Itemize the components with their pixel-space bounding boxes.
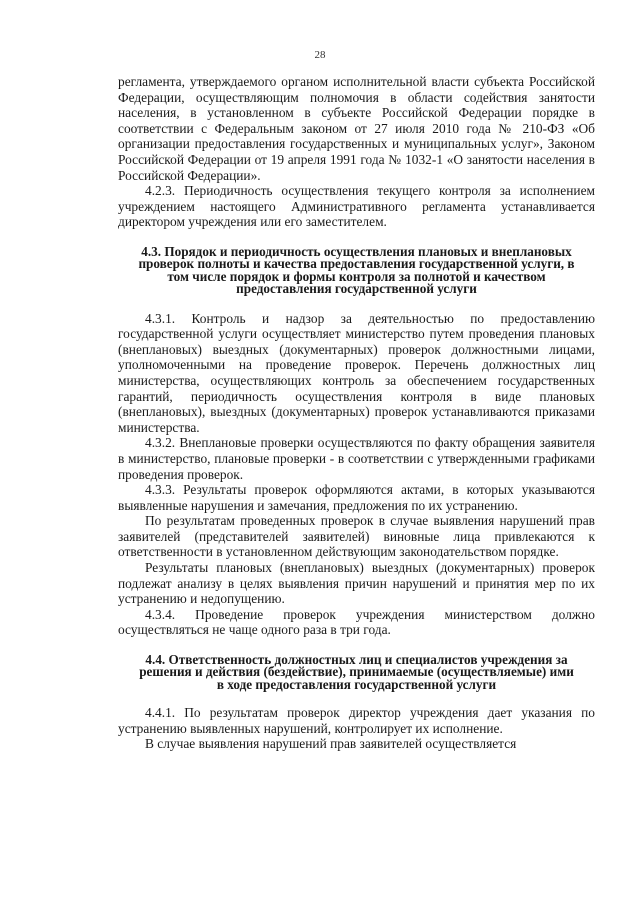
paragraph: 4.4.1. По результатам проверок директор учреждения дает указания по устранению выявленных нарушений, контролирует их исполнение.	[118, 705, 595, 736]
section-heading-4-3: 4.3. Порядок и периодичность осуществления плановых и внеплановых проверок полноты и качества предоставления государственной услуги, в том числе порядок и формы контроля за полнотой и качеством предоставления государственной услуги	[138, 243, 575, 297]
paragraph: 4.3.1. Контроль и надзор за деятельностью по предоставлению государственной услуги осуществляет министерство путем проведения плановых (внеплановых) выездных (документарных) проверок должностными лицами, уполномоченными на проведение проверок. Перечень должностных лиц министерства, осуществляющих контроль за обеспечением государственных гарантий, периодичность осуществления контроля в виде плановых (внеплановых), выездных (документарных) проверок устанавливаются приказами министерства.	[118, 310, 595, 435]
page-number: 28	[314, 49, 326, 61]
paragraph: 4.3.2. Внеплановые проверки осуществляются по факту обращения заявителя в министерство, плановые проверки - в соответствии с утвержденными графиками проведения проверок.	[118, 435, 595, 482]
paragraph: По результатам проведенных проверок в случае выявления нарушений прав заявителей (представителей заявителей) виновные лица привлекаются к ответственности в установленном действующим законодательством порядке.	[118, 513, 595, 560]
paragraph: 4.3.4. Проведение проверок учреждения министерством должно осуществляться не чаще одного раза в три года.	[118, 606, 595, 638]
section-heading-4-4: 4.4. Ответственность должностных лиц и специалистов учреждения за решения и действия (бездействие), принимаемые (осуществляемые) ими в ходе предоставления государственной услуги	[139, 652, 574, 692]
paragraph: Результаты плановых (внеплановых) выездных (документарных) проверок подлежат анализу в целях выявления причин нарушений и принятия мер по их устранению и недопущению.	[118, 560, 595, 607]
paragraph: регламента, утверждаемого органом исполнительной власти субъекта Российской Федерации, осуществляющим полномочия в области содействия занятости населения, в установленном в субъекте Российской Федерации порядке в соответствии с Федеральным законом от 27 июля 2010 года № 210-ФЗ «Об организации предоставления государственных и муниципальных услуг», Законом Российской Федерации от 19 апреля 1991 года № 1032-1 «О занятости населения в Российской Федерации».	[118, 74, 595, 183]
document-body	[118, 74, 595, 752]
paragraph: 4.3.3. Результаты проверок оформляются актами, в которых указываются выявленные нарушения и замечания, предложения по их устранению.	[118, 482, 595, 513]
paragraph: 4.2.3. Периодичность осуществления текущего контроля за исполнением учреждением настоящего Административного регламента устанавливается директором учреждения или его заместителем.	[118, 183, 595, 230]
paragraph: В случае выявления нарушений прав заявителей осуществляется	[145, 736, 517, 752]
